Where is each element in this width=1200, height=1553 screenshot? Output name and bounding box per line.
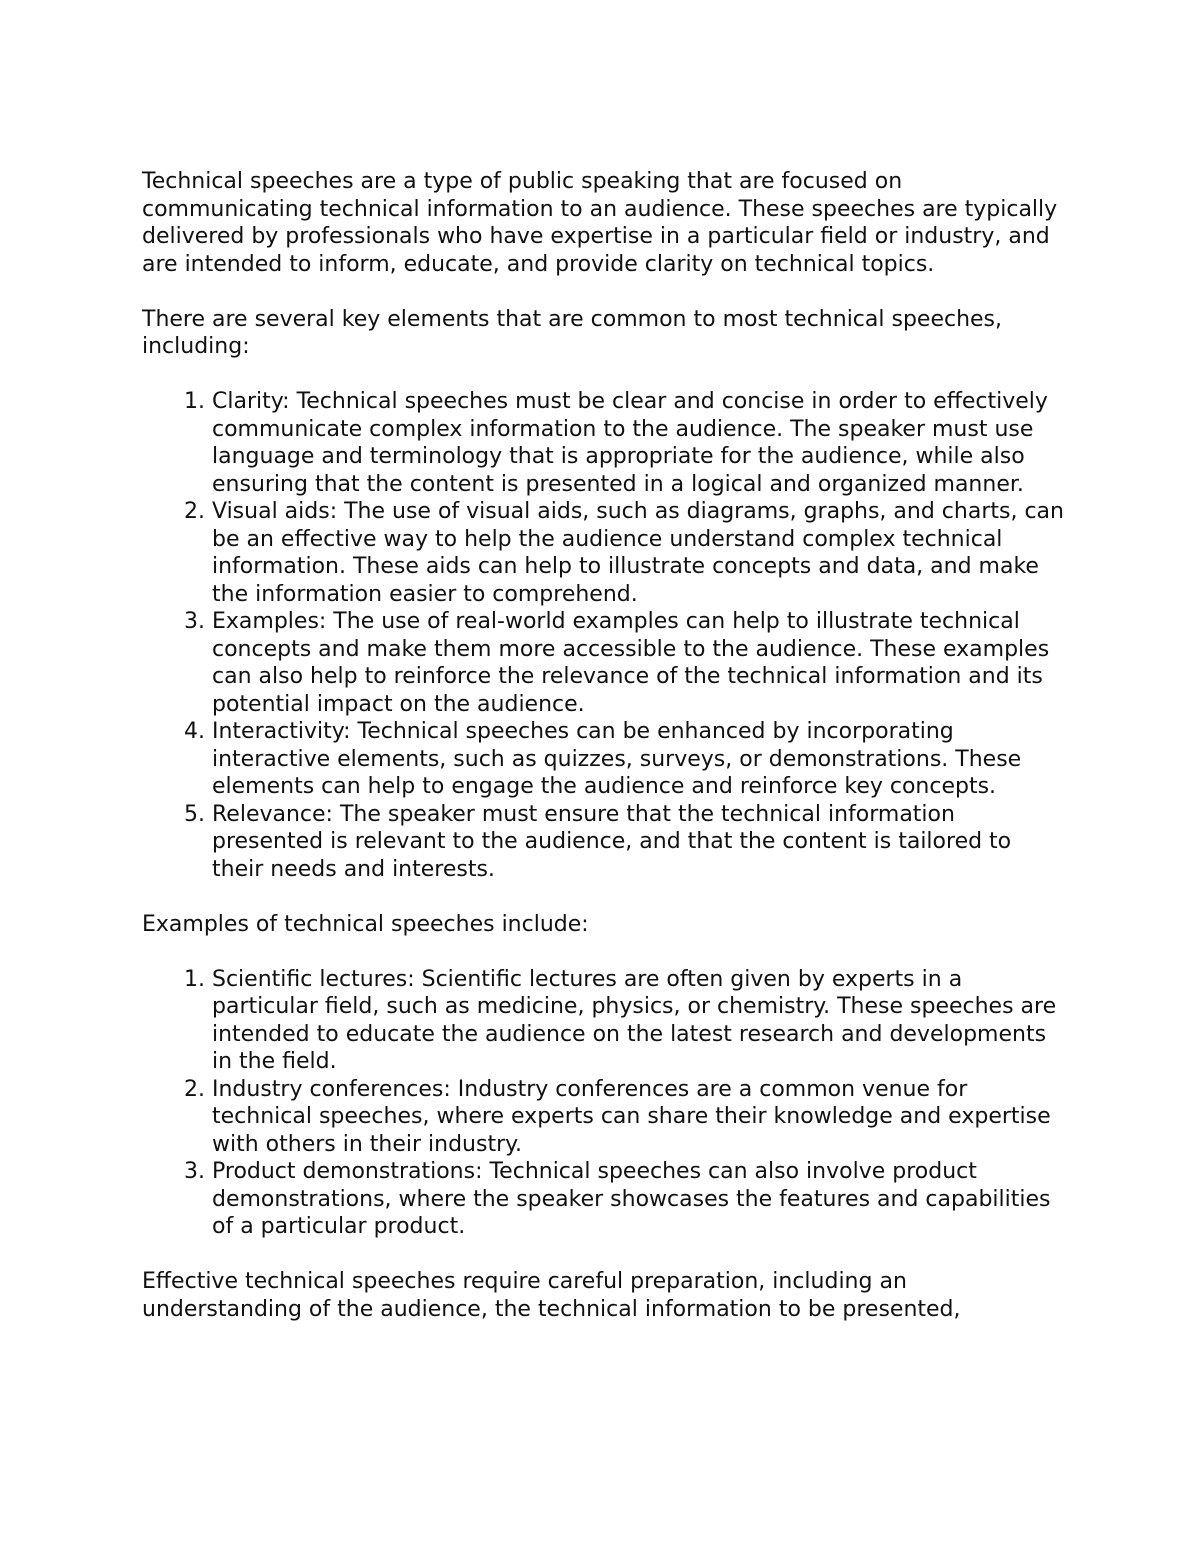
examples-list — [142, 966, 1067, 1241]
key-elements-intro: There are several key elements that are common to most technical speeches, including: — [142, 306, 1003, 359]
list-item: 1. Scientific lectures: Scientific lectures are often given by experts in a particular field, such as medicine, physics, or chemistry. These speeches are intended to educate the audience on the latest research and developments in the field. — [212, 966, 1067, 1076]
intro-paragraph: Technical speeches are a type of public speaking that are focused on communicating technical information to an audience. These speeches are typically delivered by professionals who have expertise in a particular field or industry, and are intended to inform, educate, and provide clarity on technical topics. — [142, 169, 1058, 277]
list-item: 4. Interactivity: Technical speeches can be enhanced by incorporating interactive elements, such as quizzes, surveys, or demonstrations. These elements can help to engage the audience and reinforce key concepts. — [212, 718, 1067, 801]
examples-intro: Examples of technical speeches include: — [142, 911, 589, 937]
key-elements-list — [142, 388, 1067, 883]
list-item: 5. Relevance: The speaker must ensure that the technical information presented is relevant to the audience, and that the content is tailored to their needs and interests. — [212, 801, 1067, 884]
list-item: 2. Industry conferences: Industry conferences are a common venue for technical speeches, where experts can share their knowledge and expertise with others in their industry. — [212, 1076, 1067, 1159]
closing-paragraph: Effective technical speeches require careful preparation, including an understanding of the audience, the technical information to be presented, — [142, 1269, 961, 1322]
list-item: 3. Examples: The use of real-world examples can help to illustrate technical concepts and make them more accessible to the audience. These examples can also help to reinforce the relevance of the technical information and its potential impact on the audience. — [212, 608, 1067, 718]
list-item: 3. Product demonstrations: Technical speeches can also involve product demonstrations, where the speaker showcases the features and capabilities of a particular product. — [212, 1158, 1067, 1241]
document-body — [142, 168, 1067, 1351]
list-item: 1. Clarity: Technical speeches must be clear and concise in order to effectively communicate complex information to the audience. The speaker must use language and terminology that is appropriate for the audience, while also ensuring that the content is presented in a logical and organized manner. — [212, 388, 1067, 498]
list-item: 2. Visual aids: The use of visual aids, such as diagrams, graphs, and charts, can be an effective way to help the audience understand complex technical information. These aids can help to illustrate concepts and data, and make the information easier to comprehend. — [212, 498, 1067, 608]
